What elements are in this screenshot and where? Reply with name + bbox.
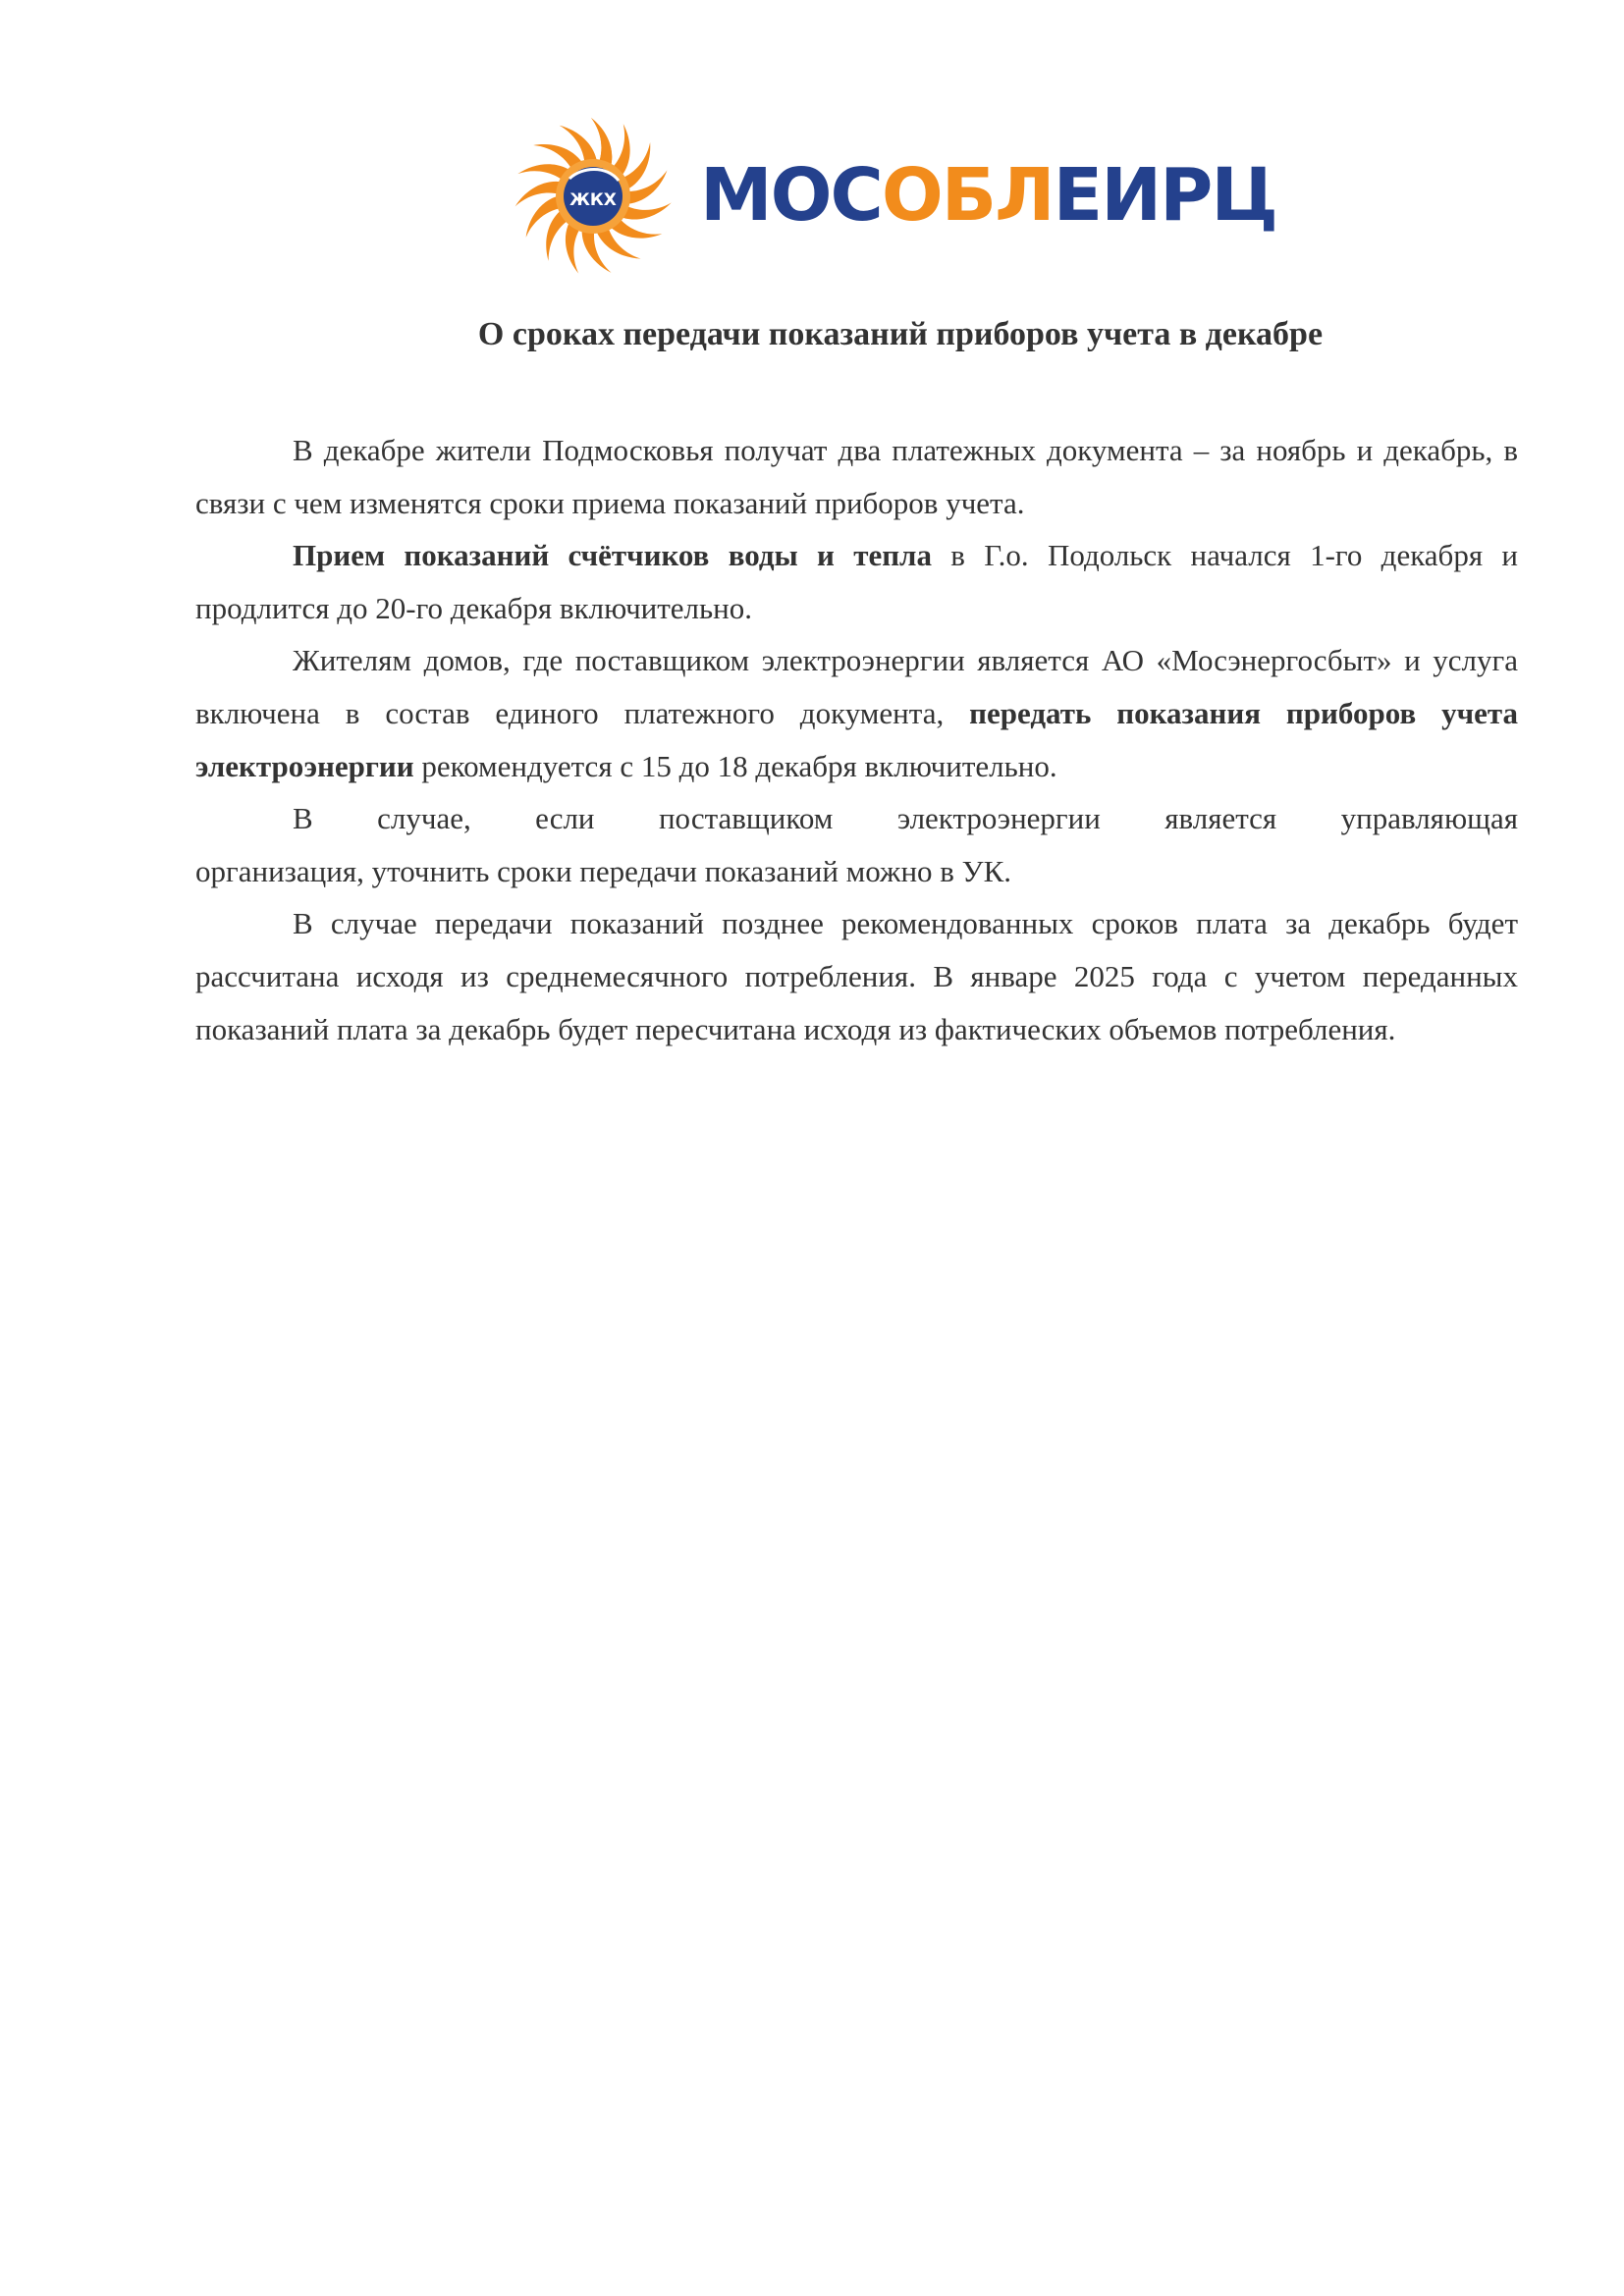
paragraph-1-text: В декабре жители Подмосковья получат два платежных документа – за ноябрь и декабрь, в связи с чем изменятся сроки приема показаний приборов учета. <box>195 433 1518 520</box>
paragraph-3-text-before: Жителям домов, где поставщиком электроэнергии является АО «Мосэнергосбыт» и услуга включена в состав единого платежного документа, <box>195 643 1518 730</box>
paragraph-5 <box>195 897 1518 1055</box>
logo-wordmark <box>700 151 1276 240</box>
paragraph-3-bold: передать показания приборов учета электроэнергии <box>195 695 1518 783</box>
paragraph-3 <box>195 634 1518 792</box>
paragraph-4-line-1: В случае, если поставщиком электроэнергии является управляющая <box>293 801 1518 836</box>
logo-text-part-2: ОБЛ <box>881 153 1054 238</box>
paragraph-5-text: В случае передачи показаний позднее рекомендованных сроков плата за декабрь будет рассчитана исходя из среднемесячного потребления. В январе 2025 года с учетом переданных показаний плата за декабрь будет пересчитана исходя из фактических объемов потребления. <box>195 906 1518 1046</box>
paragraph-2-text: в Г.о. Подольск начался 1-го декабря и продлится до 20-го декабря включительно. <box>195 538 1518 625</box>
logo-text-part-3: ЕИРЦ <box>1053 153 1277 238</box>
paragraph-3-text-after: рекомендуется с 15 до 18 декабря включительно. <box>413 748 1057 783</box>
document-title: О сроках передачи показаний приборов учета в декабре <box>477 316 1324 352</box>
paragraph-1 <box>195 424 1518 529</box>
paragraph-2-bold: Прием показаний счётчиков воды и тепла <box>293 538 932 573</box>
paragraph-4-line-2: организация, уточнить сроки передачи показаний можно в УК. <box>195 853 1012 888</box>
logo-emblem-text: ЖКХ <box>569 190 617 210</box>
company-logo <box>513 116 1277 278</box>
document-body <box>195 424 1518 1055</box>
sun-emblem-icon <box>513 116 675 278</box>
paragraph-2 <box>195 529 1518 634</box>
logo-text-part-1: МОС <box>700 153 882 238</box>
